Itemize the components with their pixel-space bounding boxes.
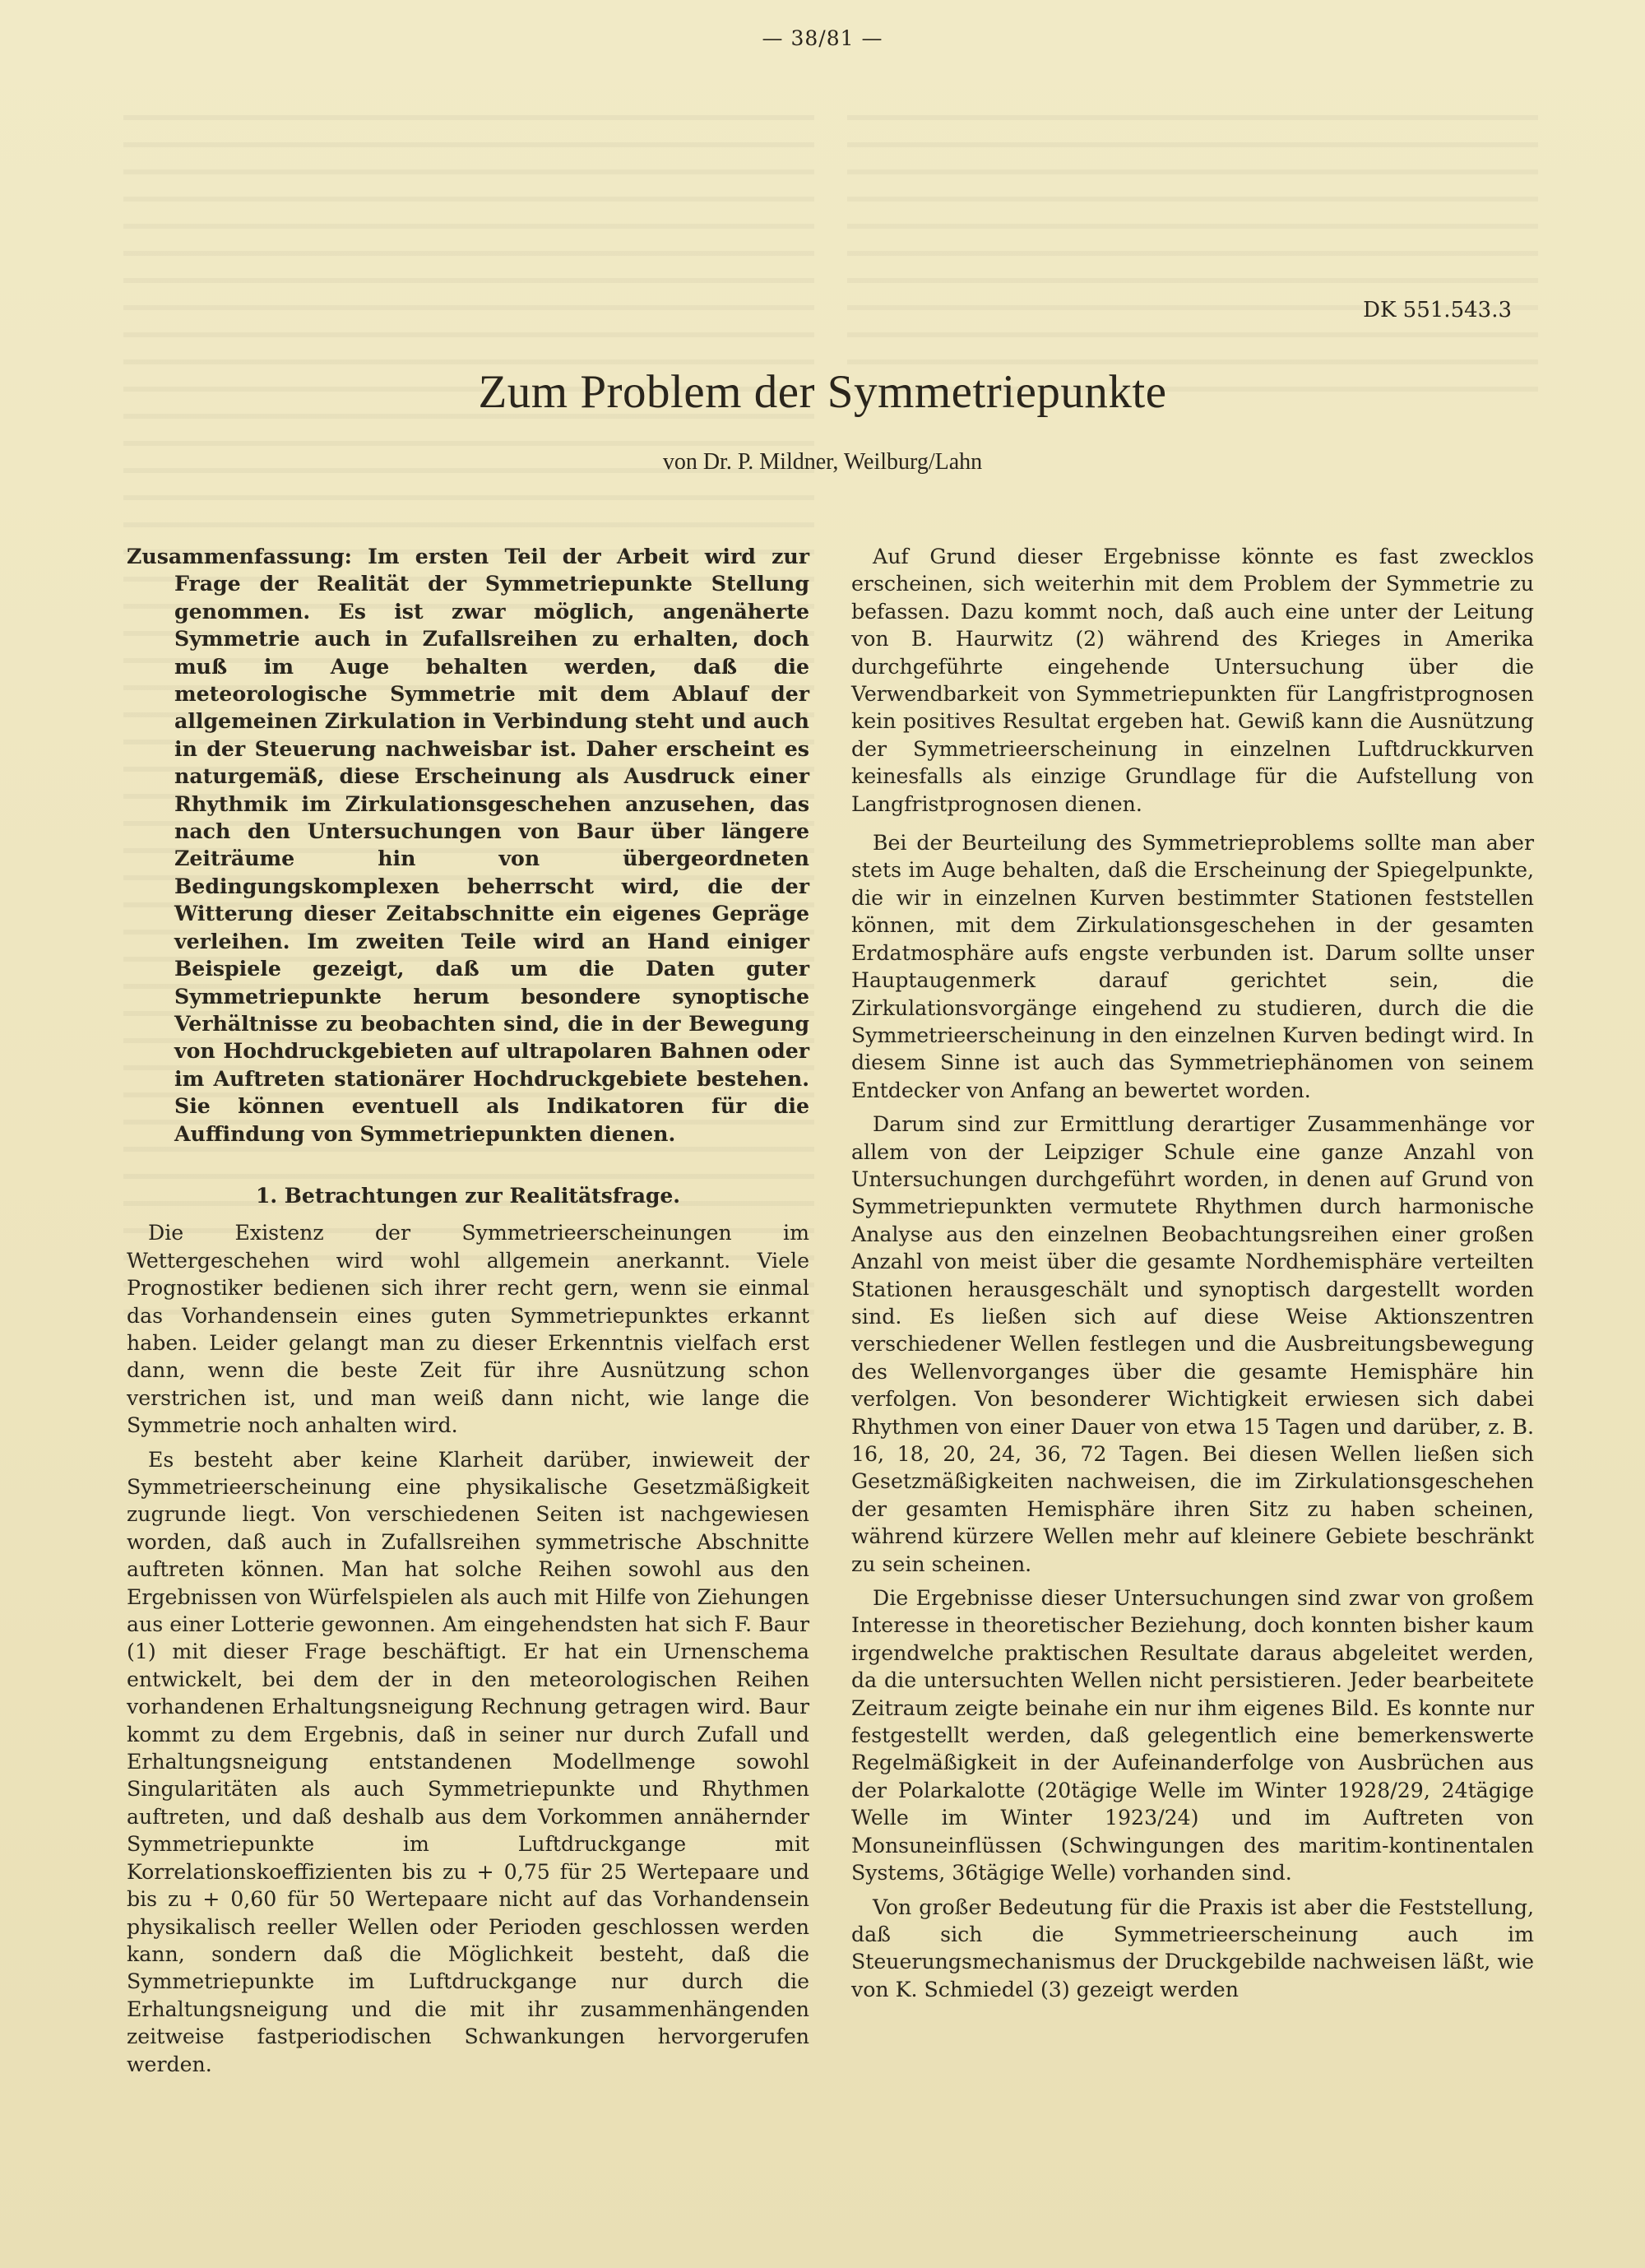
body-paragraph: Es besteht aber keine Klarheit darüber, inwieweit der Symmetrieerscheinung eine physikalische Gesetzmäßigkeit zugrunde liegt. Von verschiedenen Seiten ist nachgewiesen worden, daß auch in Zufallsreihen symmetrische Abschnitte auftreten können. Man hat solche Reihen sowohl aus den Ergebnissen von Würfelspielen als auch mit Hilfe von Ziehungen aus einer Lotterie gewonnen. Am eingehendsten hat sich F. Baur (1) mit dieser Frage beschäftigt. Er hat ein Urnenschema entwickelt, bei dem der in den meteorologischen Reihen vorhandenen Erhaltungsneigung Rechnung getragen wird. Baur kommt zu dem Ergebnis, daß in seiner nur durch Zufall und Erhaltungsneigung entstandenen Modellmenge sowohl Singularitäten als auch Symmetriepunkte und Rhythmen auftreten, und daß deshalb aus dem Vorkommen annähernder Symmetriepunkte im Luftdruckgange mit Korrelationskoeffizienten bis zu + 0,75 für 25 Wertepaare und bis zu + 0,60 für 50 Wertepaare nicht auf das Vorhandensein physikalisch reeller Wellen oder Perioden geschlossen werden kann, sondern daß die Möglichkeit besteht, daß die Symmetriepunkte im Luftdruckgange nur durch die Erhaltungsneigung und die mit ihr zusammenhängenden zeitweise fastperiodischen Schwankungen hervorgerufen werden. [127, 1447, 809, 2076]
section-heading: 1. Betrachtungen zur Realitätsfrage. [255, 1183, 681, 1208]
summary-text: Im ersten Teil der Arbeit wird zur Frage der Realität der Symmetriepunkte Stellung genommen. Es ist zwar möglich, angenäherte Symmetrie auch in Zufallsreihen zu erhalten, doch muß im Auge behalten werden, daß die meteorologische Symmetrie mit dem Ablauf der allgemeinen Zirkulation in Verbindung steht und auch in der Steuerung nachweisbar ist. Daher erscheint es naturgemäß, diese Erscheinung als Ausdruck einer Rhythmik im Zirkulationsgeschehen anzusehen, das nach den Untersuchungen von Baur über längere Zeiträume hin von übergeordneten Bedingungskomplexen beherrscht wird, die der Witterung dieser Zeitabschnitte ein eigenes Gepräge verleihen. Im zweiten Teile wird an Hand einiger Beispiele gezeigt, daß um die Daten guter Symmetriepunkte herum besondere synoptische Verhältnisse zu beobachten sind, die in der Bewegung von Hochdruckgebieten auf ultrapolaren Bahnen oder im Auftreten stationärer Hochdruckgebiete bestehen. Sie können eventuell als Indikatoren für die Auffindung von Symmetriepunkten dienen. [174, 544, 809, 1146]
body-paragraph: Die Ergebnisse dieser Untersuchungen sind zwar von großem Interesse in theoretischer Beziehung, doch konnten bisher kaum irgendwelche praktischen Resultate daraus abgeleitet werden, da die untersuchten Wellen nicht persistieren. Jeder bearbeitete Zeitraum zeigte beinahe ein nur ihm eigenes Bild. Es konnte nur festgestellt werden, daß gelegentlich eine bemerkenswerte Regelmäßigkeit in der Aufeinanderfolge von Ausbrüchen aus der Polarkalotte (20tägige Welle im Winter 1928/29, 24tägige Welle im Winter 1923/24) und im Auftreten von Monsuneinflüssen (Schwingungen des maritim-kontinentalen Systems, 36tägige Welle) vorhanden sind. [851, 1586, 1534, 1885]
right-column [851, 543, 1534, 2010]
body-paragraph: Auf Grund dieser Ergebnisse könnte es fast zwecklos erscheinen, sich weiterhin mit dem Problem der Symmetrie zu befassen. Dazu kommt noch, daß auch eine unter der Leitung von B. Haurwitz (2) während des Krieges in Amerika durchgeführte eingehende Untersuchung über die Verwendbarkeit von Symmetriepunkten für Langfristprognosen kein positives Resultat ergeben hat. Gewiß kann die Ausnützung der Symmetrieerscheinung in einzelnen Luftdruckkurven keinesfalls als einzige Grundlage für die Aufstellung von Langfristprognosen dienen. [851, 545, 1534, 816]
summary-label: Zusammenfassung: [127, 544, 352, 568]
author-line: von Dr. P. Mildner, Weilburg/Lahn [662, 449, 983, 475]
body-paragraph: Bei der Beurteilung des Symmetrieproblems sollte man aber stets im Auge behalten, daß die Erscheinung der Spiegelpunkte, die wir in einzelnen Kurven bestimmter Stationen feststellen können, mit dem Zirkulationsgeschehen in der gesamten Erdatmosphäre aufs engste verbunden ist. Darum sollte unser Hauptaugenmerk darauf gerichtet sein, die Zirkulationsvorgänge eingehend zu studieren, durch die die Symmetrieerscheinung in den einzelnen Kurven bedingt wird. In diesem Sinne ist auch das Symmetriephänomen von seinem Entdecker von Anfang an bewertet worden. [851, 831, 1534, 1102]
body-paragraph: Die Existenz der Symmetrieerscheinungen im Wettergeschehen wird wohl allgemein anerkannt. Viele Prognostiker bedienen sich ihrer recht gern, wenn sie einmal das Vorhandensein eines guten Symmetriepunktes erkannt haben. Leider gelangt man zu dieser Erkenntnis vielfach erst dann, wenn die beste Zeit für ihre Ausnützung schon verstrichen ist, und man weiß dann nicht, wie lange die Symmetrie noch anhalten wird. [127, 1221, 809, 1438]
body-paragraph: Darum sind zur Ermittlung derartiger Zusammenhänge vor allem von der Leipziger Schule eine ganze Anzahl von Untersuchungen durchgeführt worden, in denen auf Grund von Symmetriepunkten vermutete Rhythmen durch harmonische Analyse aus den einzelnen Beobachtungsreihen einer großen Anzahl von meist über die gesamte Nordhemisphäre verteilten Stationen herausgeschält und synoptisch dargestellt worden sind. Es ließen sich auf diese Weise Aktionszentren verschiedener Wellen festlegen und die Ausbreitungsbewegung des Wellenvorganges über die gesamte Hemisphäre hin verfolgen. Von besonderer Wichtigkeit erwiesen sich dabei Rhythmen von einer Dauer von etwa 15 Tagen und darüber, z. B. 16, 18, 20, 24, 36, 72 Tagen. Bei diesen Wellen ließen sich Gesetzmäßigkeiten nachweisen, die im Zirkulationsgeschehen der gesamten Hemisphäre ihren Sitz zu haben scheinen, während kürzere Wellen mehr auf kleinere Gebiete beschränkt zu sein scheinen. [851, 1112, 1534, 1576]
body-paragraph: Von großer Bedeutung für die Praxis ist aber die Feststellung, daß sich die Symmetrieerscheinung auch im Steuerungsmechanismus der Druckgebilde nachweisen läßt, wie von K. Schmiedel (3) gezeigt werden [851, 1895, 1534, 2001]
page-number: — 38/81 — [762, 26, 883, 50]
left-column [127, 543, 809, 2085]
summary-paragraph [127, 543, 809, 1148]
article-title: Zum Problem der Symmetriepunkte [478, 366, 1167, 418]
bleed-through-texture [847, 99, 1538, 411]
dk-classification: DK 551.543.3 [1363, 298, 1512, 322]
